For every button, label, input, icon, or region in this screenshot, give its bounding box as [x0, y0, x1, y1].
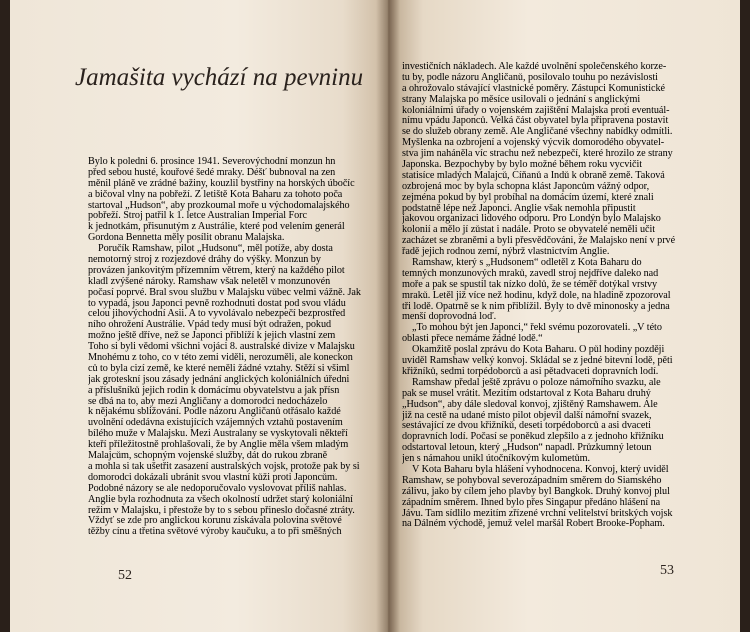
text-line: odstartoval letoun, který „Hudson“ napadl. Průzkumný letoun: [402, 443, 652, 454]
text-line: investičních nákladech. Ale každé uvolnění společenského korze-: [402, 62, 667, 72]
text-line: a ohrožovalo stávající vlastnické poměry. Zástupci Komunistické: [402, 83, 665, 94]
text-line: k jednotkám, přisunutým z Austrálie, které pod velením generál: [88, 222, 345, 233]
text-line: Mnohému z toho, co v této zemi viděli, nerozuměli, ale koneckon: [88, 353, 353, 364]
text-line: jak groteskní jsou zásady jednání anglických koloniálních úředni: [88, 374, 350, 385]
text-line: to vypadá, jsou Japonci pevně rozhodnuti dostat pod svou vládu: [88, 298, 346, 309]
text-line: startoval „Hudson“, aby prozkoumal moře u východomalajského: [88, 200, 350, 211]
text-line: uviděl Ramshaw velký konvoj. Skládal se z jedné bitevní lodě, pěti: [402, 356, 673, 367]
text-line: „To mohou být jen Japonci,“ řekl svému pozorovateli. „V této: [412, 323, 662, 334]
text-line: měnil pláně ve zrádné bažiny, kouzlil bystřiny na horských úbočíc: [88, 178, 355, 189]
text-line: Myšlenka na ozbrojení a vojenský výcvik domorodého obyvatel-: [402, 138, 665, 149]
left-page-text: [88, 157, 386, 538]
text-line: se dbá na to, aby mezi Angličany a domorodci nedocházelo: [88, 396, 328, 407]
text-line: jakovou organizaci lidového odporu. Pro Londýn bylo Malajsko: [402, 214, 661, 225]
text-line: ců to byla cizí země, ke které neměli žádné vztahy. Stěží si všiml: [88, 363, 350, 374]
text-line: tři lodě. Opatrně se k nim přiblížil. Byly to dvě minonosky a jedna: [402, 301, 670, 312]
text-line: kladl zvýšené nároky. Ramshaw však neletěl v monzunovén: [88, 276, 331, 287]
text-line: bílého muže v Malajsku. Mezi Australany se vyskytovali někteří: [88, 429, 348, 440]
text-line: Vždyť se zde pro anglickou korunu získávala polovina světové: [88, 516, 342, 527]
text-line: možno ještě dříve, než se Japonci přiblíží k jejich vlastní zem: [88, 331, 336, 342]
text-line: tu by, podle názoru Angličanů, posilovalo touhu po nezávislosti: [402, 72, 658, 83]
text-line: těžby cínu a třetina světové výroby kaučuku, a to při směšných: [88, 527, 342, 538]
text-line: kteří příležitostně prohlašovali, že by Anglie měla všem mladým: [88, 440, 349, 451]
text-line: křižníků, sedmi torpédoborců a asi pětadvaceti dopravních lodí.: [402, 366, 659, 377]
text-line: Ramshaw předal ještě zprávu o poloze námořního svazku, ale: [412, 377, 661, 388]
text-line: ozbrojená moc by byla schopna klást Japoncům vážný odpor,: [402, 181, 650, 192]
text-line: ního ohrožení Austrálie. Vpád tedy musí být odražen, pokud: [88, 320, 332, 331]
text-line: nemotorný stroj z rozjezdové dráhy do výšky. Monzun by: [88, 255, 321, 266]
text-line: domorodci dokázali ubránit svou vlastní kůži proti Japoncům.: [88, 472, 338, 483]
text-line: zálivu, jako by cílem jeho plavby byl Bangkok. Druhý konvoj plul: [402, 486, 670, 497]
text-line: počasí poprvé. Bral svou službu v Malajsku vůbec velmi vážně. Jak: [88, 287, 361, 298]
right-page-text: [402, 62, 720, 530]
text-line: podstatně lépe než Japonci. Anglie však nemohla připustit: [402, 203, 636, 214]
text-line: statisíce mladých Malajců, Číňanů a Indů k obraně země. Taková: [402, 170, 665, 181]
text-line: koloniálními úřady o vojenském zajištění Malajska proti eventuál-: [402, 105, 670, 116]
text-line: zejména pokud by byl probíhal na domácím území, které znali: [402, 192, 654, 203]
text-line: Jávu. Tam sídlilo mezitím zřízené vrchní velitelství britských vojsk: [402, 508, 673, 519]
text-line: Japonska. Bezpochyby by bylo možné během roku vycvičit: [402, 160, 643, 171]
text-line: k nějakému sbližování. Podle názoru Angličanů otřásalo každé: [88, 407, 341, 418]
text-line: a bičoval vlny na pobřeží. Z letiště Kota Baharu za tohoto poča: [88, 189, 343, 200]
text-line: Gordona Bennetta měly posílit obranu Malajska.: [88, 233, 285, 244]
text-line: pak se musel vrátit. Mezitím odstartoval z Kota Baharu druhý: [402, 388, 651, 399]
text-line: provázen jankovitým přízemním větrem, který na každého pilot: [88, 265, 345, 276]
text-line: sestávající ze dvou křižníků, deseti torpédoborců a asi dvaceti: [402, 421, 651, 432]
text-line: Malajcům, schopným vojenské služby, dát do rukou zbraně: [88, 451, 328, 462]
text-line: řadě jejich rodnou zemí, nýbrž vlastnictvím Anglie.: [402, 247, 610, 258]
text-line: uvolnění odedávna existujících vzájemných vztahů postavením: [88, 418, 343, 429]
text-line: a příslušníků jejich rodin k domácímu obyvatelstvu a jak přísn: [88, 385, 340, 396]
text-line: před sebou husté, kouřové šedé mraky. Déšť bubnoval na zen: [88, 167, 336, 178]
text-line: Toho si byli vědomi všichni vojáci 8. australské divize v Malajsku: [88, 342, 355, 353]
text-line: menší doprovodná loď.: [402, 312, 497, 323]
text-line: celou jihovýchodní Asii. A to vyvolávalo nebezpečí bezprostřed: [88, 309, 346, 320]
text-line: dopravních lodí. Počasí se poněkud zlepšilo a z jednoho křižníku: [402, 432, 664, 443]
text-line: a mohla si tak ušetřit zasazení australských vojsk, protože pak by si: [88, 461, 360, 472]
text-line: mraků. Letěl již více než hodinu, když dole, na hladině zpozoroval: [402, 290, 671, 301]
text-line: V Kota Baharu byla hlášení vyhodnocena. Konvoj, který uviděl: [412, 464, 669, 475]
text-line: Anglie byla rozhodnuta za všech okolností udržet starý koloniální: [88, 494, 353, 505]
text-line: stva jim naháněla víc strachu než nebezpečí, které hrozilo ze strany: [402, 149, 673, 160]
text-line: Ramshaw, se pohyboval severozápadním směrem do Siamského: [402, 475, 662, 486]
page-number-right: 53: [660, 563, 674, 578]
text-line: strany Malajska po měsíce usilovali o jednání s anglickými: [402, 94, 641, 105]
text-line: jen s námahou unikl útočníkovým kulometům.: [402, 454, 591, 465]
text-line: pobřeží. Stroj patřil k 1. letce Australian Imperial Forc: [88, 211, 307, 222]
book-edge-left: [0, 0, 10, 632]
text-line: „Hudson“, aby dále sledoval konvoj, zjištěný Ramshawem. Ale: [402, 399, 658, 410]
text-line: moře a pak se spustil tak nízko dolů, že se téměř dotýkal vrstvy: [402, 279, 658, 290]
text-line: Podobné názory se ale nedoporučovalo vyslovovat příliš nahlas.: [88, 483, 347, 494]
chapter-title: Jamašita vychází na pevninu: [75, 64, 364, 91]
text-line: Okamžitě poslal zprávu do Kota Baharu. O půl hodiny později: [412, 345, 665, 356]
text-line: západním směrem. Ihned bylo přes Singapur předáno hlášení na: [402, 497, 661, 508]
book-edge-right: [740, 0, 750, 632]
text-line: temných monzunových mraků, zavedl stroj nejdříve daleko nad: [402, 268, 659, 279]
text-line: nímu vpádu Japonců. Velká část obyvatel byla připravena postavit: [402, 116, 669, 127]
text-line: na Dálném východě, jemuž velel maršál Robert Brooke-Popham.: [402, 519, 665, 530]
text-line: Ramshaw, který s „Hudsonem“ odletěl z Kota Baharu do: [412, 258, 642, 269]
text-line: Poručík Ramshaw, pilot „Hudsonu“, měl potíže, aby dosta: [98, 244, 333, 255]
text-line: se do služeb obrany země. Ale Angličané všechny nabídky odmítli.: [402, 127, 673, 138]
text-line: kolonií a mělo jí zůstat i nadále. Proto se obyvatelé neměli učit: [402, 225, 656, 236]
text-line: oblasti přece nemáme žádné lodě.“: [402, 334, 543, 345]
text-line: již na cestě na udané místo pilot objevil další námořní svazek,: [402, 410, 652, 421]
text-line: Bylo k poledni 6. prosince 1941. Severovýchodní monzun hn: [88, 157, 336, 167]
text-line: režim v Malajsku, i přestože by to s sebou přineslo dočasné ztráty.: [88, 505, 355, 516]
page-number-left: 52: [118, 568, 132, 583]
text-line: zacházet se zbraněmi a byli přesvědčováni, že Malajsko není v prvé: [402, 236, 676, 247]
